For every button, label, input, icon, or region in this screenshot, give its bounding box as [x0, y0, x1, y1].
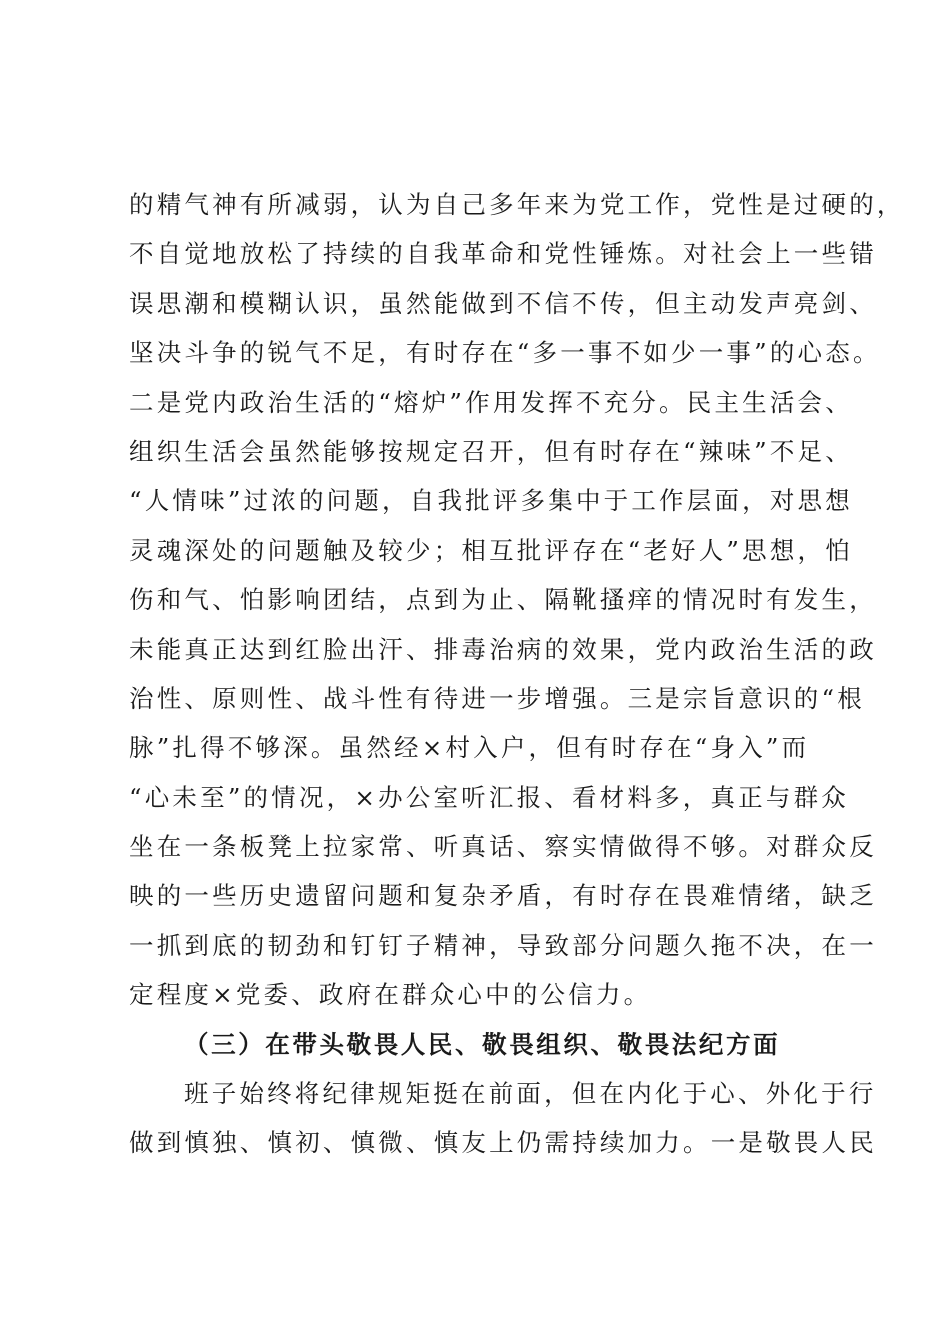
body-line: 误思潮和模糊认识，虽然能做到不信不传，但主动发声亮剑、	[129, 288, 877, 318]
body-line: “心未至”的情况，×办公室听汇报、看材料多，真正与群众	[129, 782, 849, 812]
body-line: 未能真正达到红脸出汗、排毒治病的效果，党内政治生活的政	[129, 634, 877, 664]
body-line: 坚决斗争的锐气不足，有时存在“多一事不如少一事”的心态。	[129, 338, 881, 368]
body-line: 二是党内政治生活的“熔炉”作用发挥不充分。民主生活会、	[129, 387, 853, 417]
body-line: 不自觉地放松了持续的自我革命和党性锤炼。对社会上一些错	[129, 239, 877, 269]
body-line: 灵魂深处的问题触及较少；相互批评存在“老好人”思想，怕	[129, 535, 853, 565]
body-line: 坐在一条板凳上拉家常、听真话、察实情做得不够。对群众反	[129, 832, 877, 862]
section-heading: （三）在带头敬畏人民、敬畏组织、敬畏法纪方面	[184, 1029, 781, 1059]
body-line: 的精气神有所减弱，认为自己多年来为党工作，党性是过硬的，	[129, 190, 905, 219]
body-line: 定程度×党委、政府在群众心中的公信力。	[129, 980, 652, 1010]
document-body	[129, 180, 905, 1168]
paragraph-first-line: 班子始终将纪律规矩挺在前面，但在内化于心、外化于行	[184, 1079, 877, 1109]
body-line: 一抓到底的韧劲和钉钉子精神，导致部分问题久拖不决，在一	[129, 930, 877, 960]
body-line: 伤和气、怕影响团结，点到为止、隔靴搔痒的情况时有发生，	[129, 585, 877, 615]
body-line: 做到慎独、慎初、慎微、慎友上仍需持续加力。一是敬畏人民	[129, 1128, 877, 1158]
body-line: 组织生活会虽然能够按规定召开，但有时存在“辣味”不足、	[129, 436, 853, 466]
body-line: 治性、原则性、战斗性有待进一步增强。三是宗旨意识的“根	[129, 683, 865, 713]
body-line: 映的一些历史遗留问题和复杂矛盾，有时存在畏难情绪，缺乏	[129, 881, 877, 911]
body-line: “人情味”过浓的问题，自我批评多集中于工作层面，对思想	[129, 486, 853, 516]
body-line: 脉”扎得不够深。虽然经×村入户，但有时存在“身入”而	[129, 733, 810, 763]
